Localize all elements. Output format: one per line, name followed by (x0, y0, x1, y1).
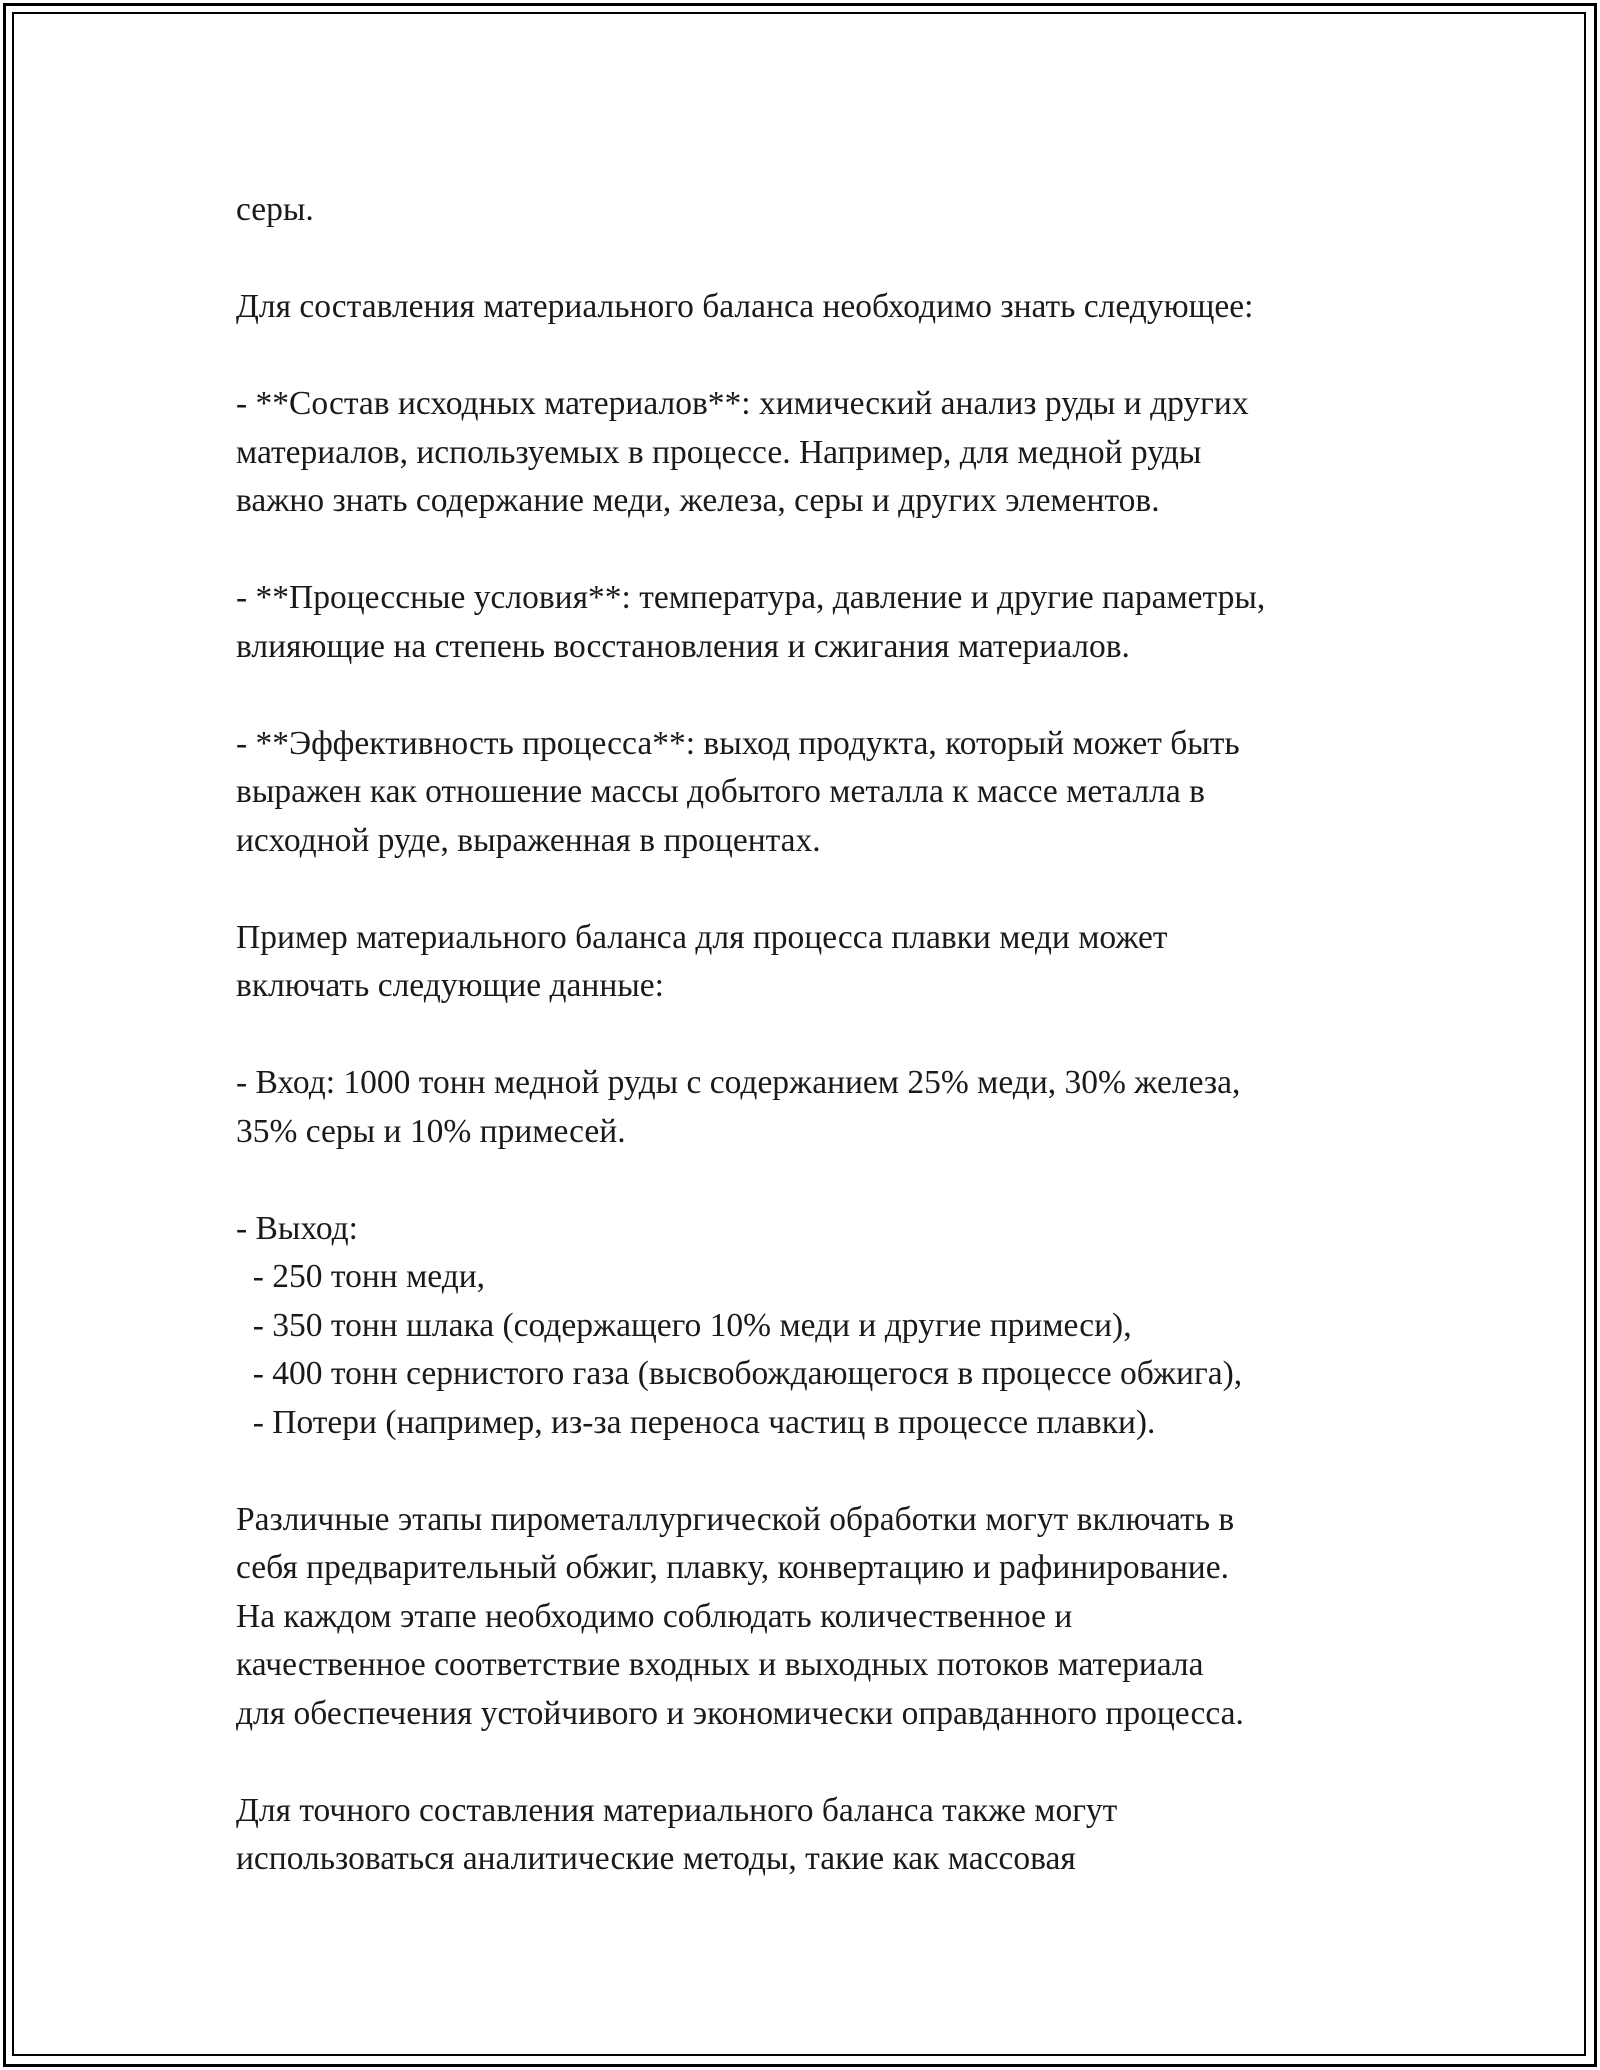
document-body (236, 186, 1416, 1884)
text-line: На каждом этапе необходимо соблюдать количественное и (236, 1597, 1073, 1635)
text-line: влияющие на степень восстановления и сжигания материалов. (236, 627, 1130, 665)
text-line: исходной руде, выраженная в процентах. (236, 821, 821, 859)
text-line: включать следующие данные: (236, 967, 664, 1004)
list-item: - Потери (например, из-за переноса частиц в процессе плавки). (236, 1403, 1156, 1441)
paragraph-gap (236, 332, 1416, 381)
text-line: Различные этапы пирометаллургической обработки могут включать в (236, 1500, 1235, 1538)
paragraph-gap (236, 1156, 1416, 1205)
text-line: Пример материального баланса для процесса плавки меди может (236, 918, 1168, 956)
text-line: материалов, используемых в процессе. Например, для медной руды (236, 433, 1202, 471)
text-line: Для точного составления материального баланса также могут (236, 1791, 1118, 1829)
text-line: использоваться аналитические методы, такие как массовая (236, 1840, 1076, 1877)
paragraph-gap (236, 671, 1416, 720)
paragraph-gap (236, 235, 1416, 284)
list-item: - 350 тонн шлака (содержащего 10% меди и другие примеси), (236, 1306, 1132, 1344)
paragraph-gap (236, 1447, 1416, 1496)
text-line: - **Состав исходных материалов**: химический анализ руды и других (236, 385, 1249, 422)
text-line: серы. (236, 191, 314, 228)
paragraph-gap (236, 865, 1416, 914)
paragraph-gap (236, 526, 1416, 575)
list-item: - 400 тонн сернистого газа (высвобождающегося в процессе обжига), (236, 1355, 1243, 1392)
text-line: - Выход: (236, 1209, 358, 1247)
text-line: - **Процессные условия**: температура, давление и другие параметры, (236, 579, 1266, 616)
text-line: Для составления материального баланса необходимо знать следующее: (236, 288, 1254, 325)
text-line: 35% серы и 10% примесей. (236, 1112, 626, 1150)
text-line: качественное соответствие входных и выходных потоков материала (236, 1646, 1204, 1683)
text-line: - Вход: 1000 тонн медной руды с содержанием 25% меди, 30% железа, (236, 1064, 1241, 1101)
text-line: для обеспечения устойчивого и экономически оправданного процесса. (236, 1694, 1244, 1732)
list-item: - 250 тонн меди, (236, 1258, 486, 1295)
text-line: выражен как отношение массы добытого металла к массе металла в (236, 773, 1205, 810)
text-line: себя предварительный обжиг, плавку, конвертацию и рафинирование. (236, 1549, 1229, 1586)
text-line: - **Эффективность процесса**: выход продукта, который может быть (236, 724, 1240, 762)
text-line: важно знать содержание меди, железа, серы и других элементов. (236, 482, 1160, 519)
paragraph-gap (236, 1738, 1416, 1787)
paragraph-gap (236, 1011, 1416, 1060)
